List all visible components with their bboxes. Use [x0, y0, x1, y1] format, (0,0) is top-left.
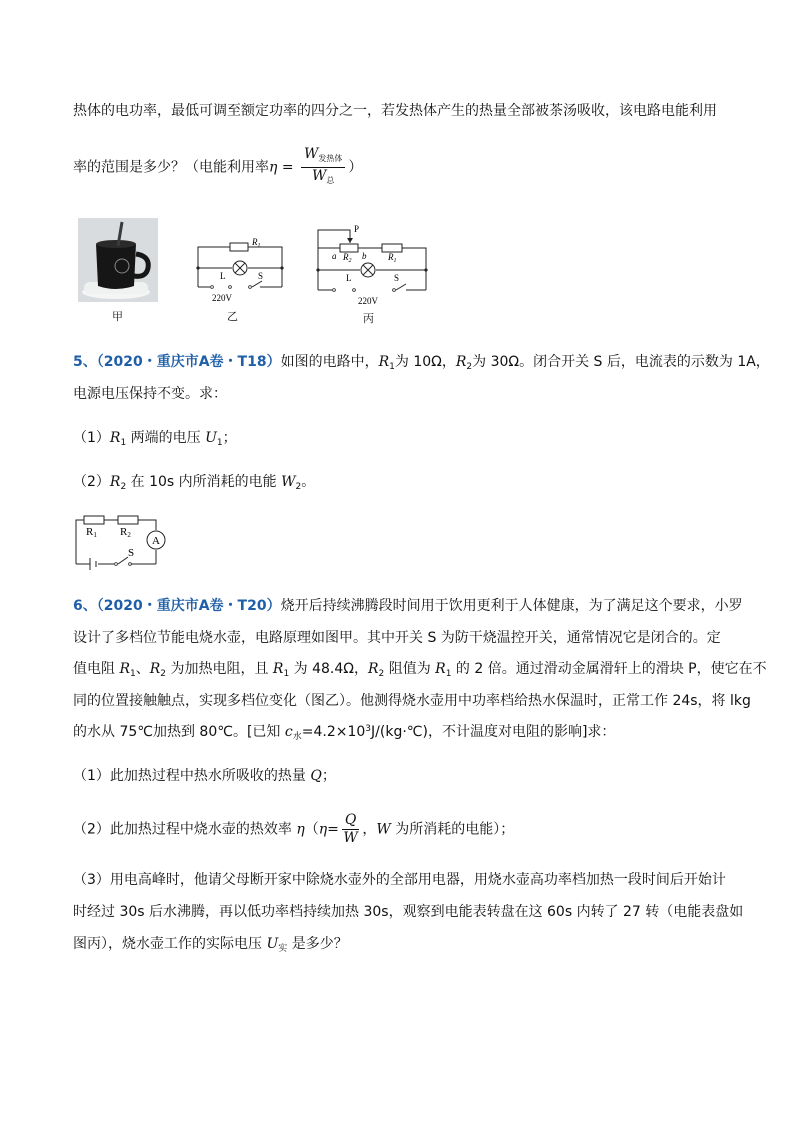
problem6-q3-line1: （3）用电高峰时，他请父母断开家中除烧水壶外的全部用电器，用烧水壶高功率档加热一段时间后开始计 [73, 872, 726, 888]
circuit-5-svg [72, 512, 176, 570]
figure-a-photo [78, 218, 158, 302]
problem6-line5: 的水从 75℃加热到 80℃。[已知 $c_水=4.2\times 10^3J/(kg\cdot℃)$，不计温度对电阻的影响]求： [73, 724, 616, 742]
figure-c-circuit [310, 222, 434, 308]
problem5-line1: 5、（2020・重庆市A卷・T18）如图的电路中，$R_1$为 10Ω，$R_2$为 30Ω。闭合开关 S 后，电流表的示数为 1A， [73, 354, 770, 372]
problem6-line3: 值电阻 $R_1$、$R_2$ 为加热电阻，且 $R_1$ 为 48.4Ω，$R_2$ 阻值为 $R_1$ 的 2 倍。通过滑动金属滑轩上的滑块 P，使它在不 [73, 661, 767, 679]
label-r1-c: $R_1$ [388, 252, 397, 264]
label-s: S [258, 271, 264, 281]
label-r2: $R_2$ [343, 252, 352, 264]
problem5-q2: $(2)R_2$ 在 10s 内所消耗的电能 $W_2$。 [73, 474, 316, 492]
label-l-c: L [346, 273, 352, 283]
problem4-line2 [73, 146, 362, 189]
problem4-line1: 热体的电功率，最低可调至额定功率的四分之一，若发热体产生的热量全部被茶汤吸收，该电路电能利用 [73, 103, 717, 119]
caption-a: 甲 [112, 310, 123, 323]
label-r2-5: R2 [120, 526, 131, 539]
circuit-c-svg [310, 222, 434, 308]
problem4-line2-text: 率的范围是多少？（电能利用率 [73, 159, 269, 176]
figure-b-circuit [190, 235, 290, 307]
problem6-q3-line2: 时经过 30s 后水沸腾，再以低功率档持续加热 30s，观察到电能表转盘在这 60s 内转了 27 转（电能表盘如 [73, 904, 744, 920]
label-p: P [354, 224, 360, 234]
caption-c: 丙 [363, 312, 374, 325]
problem5-source: （2020・重庆市A卷・T18） [96, 354, 281, 370]
figure-5-circuit [72, 512, 176, 570]
problem5-q1: $(1)R_1$ 两端的电压 $U_1$； [73, 430, 237, 448]
eta-symbol: η [269, 159, 278, 176]
cup-photo-image [78, 218, 158, 302]
problem6-line1: 6、（2020・重庆市A卷・T20）烧开后持续沸腾段时间用于饮用更利于人体健康，为了满足这个要求，小罗 [73, 598, 743, 614]
label-a: a [332, 251, 337, 261]
close-paren: ） [348, 159, 363, 176]
problem6-q3-line3: 图丙），烧水壶工作的实际电压 $U_实$ 是多少？ [73, 936, 348, 954]
label-r1: $R_1$ [252, 237, 261, 249]
label-r1-5: R1 [86, 526, 97, 539]
fraction-denominator: $W_总$ [312, 168, 335, 185]
circuit-b-svg [190, 235, 290, 307]
problem6-source: （2020・重庆市A卷・T20） [96, 598, 281, 614]
label-b: b [362, 251, 367, 261]
label-s-c: S [394, 273, 400, 283]
problem6-line4: 同的位置接触触点，实现多档位变化（图乙）。他测得烧水壶用中功率档给热水保温时，正常工作 24s，将 lkg [73, 693, 751, 709]
problem6-number: 6、 [73, 598, 97, 614]
label-220v: 220V [212, 293, 232, 303]
label-220v-c: 220V [358, 296, 378, 306]
problem5-number: 5、 [73, 354, 97, 370]
problem6-q1: （1）此加热过程中热水所吸收的热量 Q； [73, 768, 336, 784]
label-ammeter: A [152, 535, 160, 547]
problem6-q2: （2）此加热过程中烧水壶的热效率 η（η= $\frac{Q}{W}$ ，W 为所消耗的电能）； [73, 812, 515, 846]
caption-b: 乙 [227, 310, 238, 323]
efficiency-fraction-6: $\frac{Q}{W}$ [343, 812, 358, 846]
efficiency-fraction [301, 146, 345, 189]
fraction-numerator: $W_{发热体}$ [301, 146, 345, 168]
problem5-line2: 电源电压保持不变。求： [73, 386, 227, 402]
label-s-5: S [128, 547, 135, 559]
label-l: L [220, 271, 226, 281]
equals-sign: = [277, 159, 299, 176]
problem6-line2: 设计了多档位节能电烧水壶，电路原理如图甲。其中开关 S 为防干烧温控开关，通常情况它是闭合的。定 [73, 630, 721, 646]
